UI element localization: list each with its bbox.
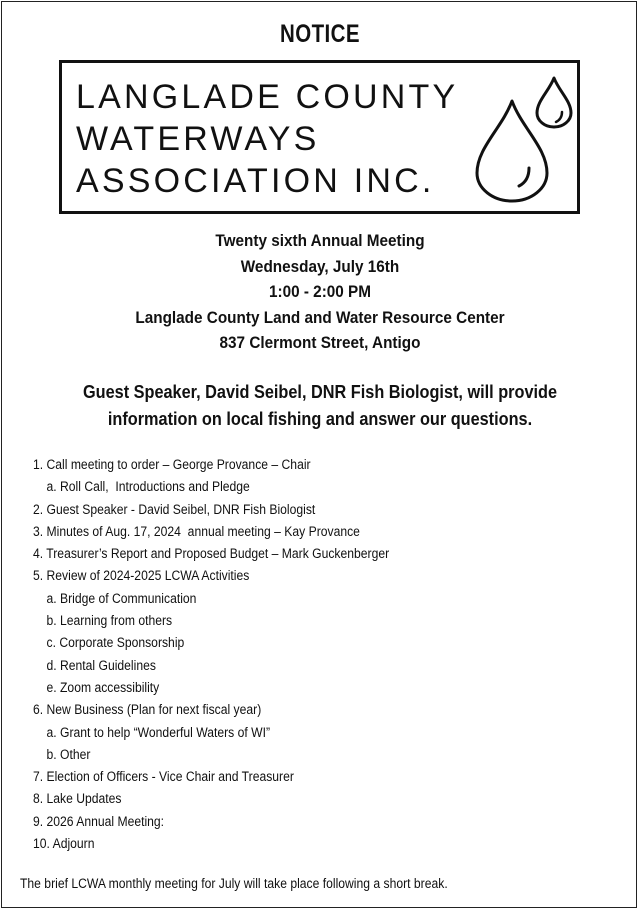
- agenda-subitem: c. Corporate Sponsorship: [46, 635, 185, 651]
- agenda-subitem: a. Roll Call, Introductions and Pledge: [46, 479, 250, 495]
- meeting-date: Wednesday, July 16th: [240, 256, 400, 276]
- agenda-subitem: e. Zoom accessibility: [46, 679, 160, 695]
- small-drop-icon: [537, 78, 571, 127]
- large-drop-highlight: [519, 168, 529, 186]
- meeting-details: [0, 228, 640, 356]
- agenda-item: 8. Lake Updates: [33, 791, 122, 807]
- agenda-item: 10. Adjourn: [33, 836, 95, 852]
- agenda-item: 9. 2026 Annual Meeting:: [33, 813, 165, 829]
- agenda-list: [33, 454, 613, 855]
- agenda-subitem: b. Learning from others: [46, 613, 173, 629]
- logo-text: [76, 76, 458, 202]
- agenda-item: 4. Treasurer’s Report and Proposed Budget – Mark Guckenberger: [33, 546, 390, 562]
- agenda-subitem: d. Rental Guidelines: [46, 657, 156, 673]
- meeting-time: 1:00 - 2:00 PM: [268, 282, 372, 301]
- agenda-item: 5. Review of 2024-2025 LCWA Activities: [33, 568, 250, 584]
- logo-line-2: WATERWAYS: [76, 120, 320, 158]
- agenda-item: 3. Minutes of Aug. 17, 2024 annual meeting – Kay Provance: [33, 523, 360, 539]
- agenda-item: 6. New Business (Plan for next fiscal year): [33, 702, 262, 718]
- small-drop-highlight: [556, 112, 562, 122]
- meeting-venue: Langlade County Land and Water Resource Center: [135, 307, 505, 327]
- agenda-subitem: a. Bridge of Communication: [46, 590, 197, 606]
- logo-line-3: ASSOCIATION INC.: [76, 162, 435, 200]
- agenda-subitem: b. Other: [46, 746, 91, 762]
- agenda-item: 2. Guest Speaker - David Seibel, DNR Fish Biologist: [33, 501, 316, 517]
- water-drops-icon: [467, 73, 577, 203]
- meeting-title: Twenty sixth Annual Meeting: [215, 231, 425, 250]
- agenda-item: 7. Election of Officers - Vice Chair and Treasurer: [33, 769, 294, 785]
- agenda-subitem: a. Grant to help “Wonderful Waters of WI”: [46, 724, 271, 740]
- meeting-address: 837 Clermont Street, Antigo: [219, 333, 421, 352]
- footer-note: The brief LCWA monthly meeting for July will take place following a short break.: [20, 876, 448, 891]
- logo-box: [59, 60, 580, 214]
- logo-line-1: LANGLADE COUNTY: [76, 78, 459, 116]
- guest-speaker-note: [0, 378, 640, 432]
- speaker-line-1: Guest Speaker, David Seibel, DNR Fish Biologist, will provide: [82, 381, 558, 402]
- agenda-item: 1. Call meeting to order – George Provance – Chair: [33, 457, 311, 472]
- notice-heading: NOTICE: [280, 20, 360, 48]
- speaker-line-2: information on local fishing and answer our questions.: [107, 408, 533, 429]
